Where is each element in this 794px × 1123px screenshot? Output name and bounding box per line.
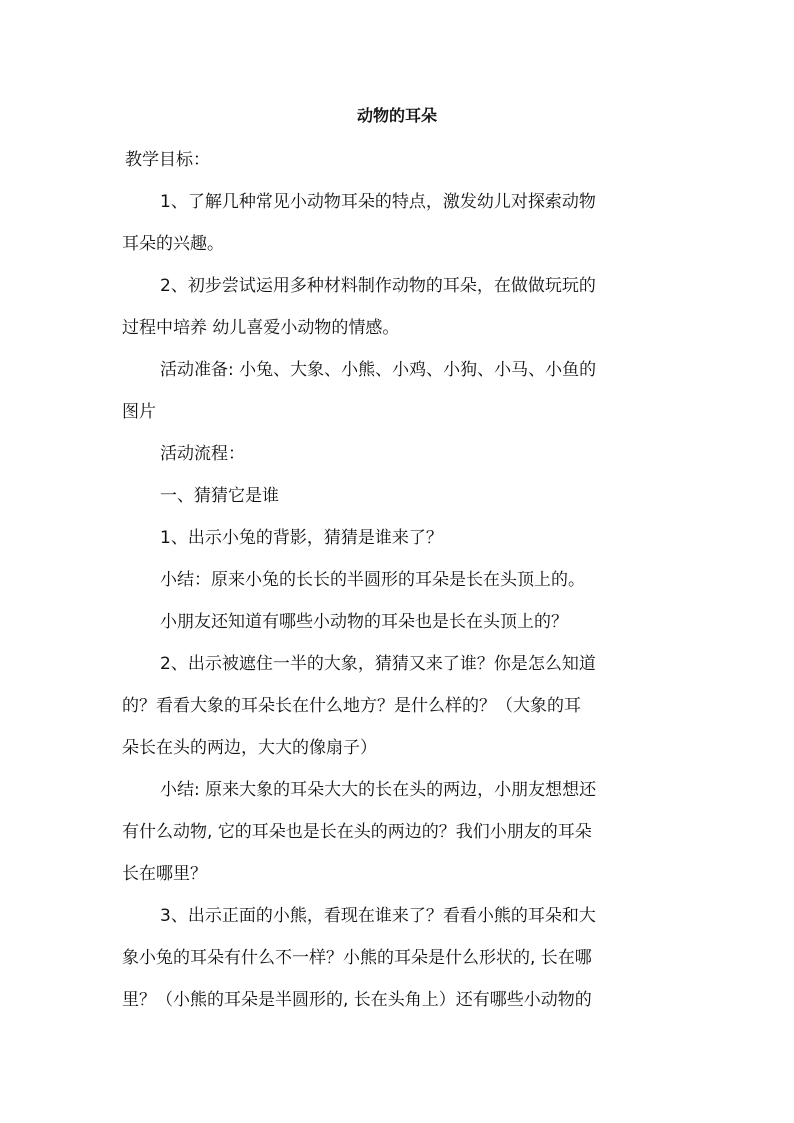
paragraph-line: 2、出示被遮住一半的大象，猜猜又来了谁？你是怎么知道 bbox=[160, 654, 596, 674]
section-heading-goals: 教学目标： bbox=[125, 150, 210, 170]
paragraph-line: 图片 bbox=[122, 402, 156, 422]
paragraph-line: 小朋友还知道有哪些小动物的耳朵也是长在头顶上的？ bbox=[160, 612, 568, 632]
paragraph-line: 2、初步尝试运用多种材料制作动物的耳朵，在做做玩玩的 bbox=[160, 276, 596, 296]
paragraph-line: 活动准备: 小兔、大象、小熊、小鸡、小狗、小马、小鱼的 bbox=[160, 360, 597, 380]
section-heading-process: 活动流程： bbox=[160, 444, 245, 464]
paragraph-line: 里？（小熊的耳朵是半圆形的, 长在头角上）还有哪些小动物的 bbox=[122, 990, 592, 1010]
paragraph-line: 的？看看大象的耳朵长在什么地方？是什么样的？（大象的耳 bbox=[122, 696, 581, 716]
paragraph-line: 有什么动物, 它的耳朵也是长在头的两边的？我们小朋友的耳朵 bbox=[122, 822, 592, 842]
paragraph-line: 3、出示正面的小熊，看现在谁来了？看看小熊的耳朵和大 bbox=[160, 906, 596, 926]
paragraph-line: 耳朵的兴趣。 bbox=[122, 234, 224, 254]
paragraph-line: 1、出示小兔的背影，猜猜是谁来了？ bbox=[160, 528, 443, 548]
paragraph-line: 长在哪里？ bbox=[122, 864, 207, 884]
paragraph-line: 过程中培养 幼儿喜爱小动物的情感。 bbox=[122, 318, 400, 338]
paragraph-line: 小结：原来小兔的长长的半圆形的耳朵是长在头顶上的。 bbox=[160, 570, 585, 590]
paragraph-line: 朵长在头的两边，大大的像扇子） bbox=[122, 738, 377, 758]
paragraph-line: 象小兔的耳朵有什么不一样？小熊的耳朵是什么形状的, 长在哪 bbox=[122, 948, 592, 968]
paragraph-line: 小结: 原来大象的耳朵大大的长在头的两边，小朋友想想还 bbox=[160, 780, 597, 800]
paragraph-line: 1、了解几种常见小动物耳朵的特点，激发幼儿对探索动物 bbox=[160, 192, 596, 212]
document-title: 动物的耳朵 bbox=[356, 106, 437, 125]
section-heading-guess: 一、猜猜它是谁 bbox=[160, 486, 279, 506]
